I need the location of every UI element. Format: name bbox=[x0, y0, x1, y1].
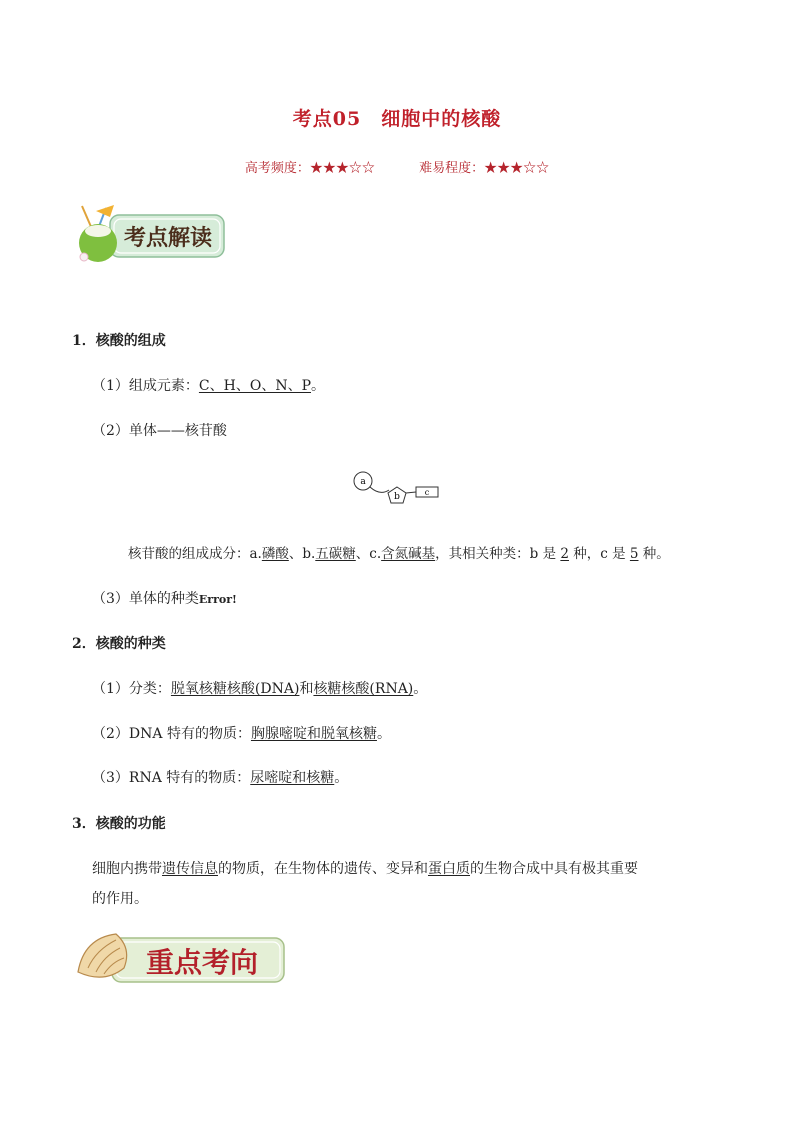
component-base: 含氮碱基 bbox=[381, 546, 436, 562]
para-function-line2: 的作用。 bbox=[92, 891, 148, 907]
difficulty-meta bbox=[0, 157, 794, 176]
frequency-label: 高考频度： bbox=[244, 161, 310, 176]
heading-function: 3．核酸的功能 bbox=[72, 816, 166, 832]
difficulty-stars: ★★★☆☆ bbox=[484, 161, 550, 176]
banner-label-focus: 重点考向 bbox=[145, 946, 259, 979]
diagram-label-b: b bbox=[394, 492, 400, 502]
section-banner-focus bbox=[74, 928, 288, 992]
dna-name: 脱氧核糖核酸(DNA) bbox=[170, 681, 300, 697]
diagram-label-a: a bbox=[360, 477, 366, 487]
seashell-icon bbox=[78, 934, 127, 977]
para-rna-specific: （3）RNA 特有的物质：尿嘧啶和核糖。 bbox=[92, 770, 349, 786]
para-elements: （1）组成元素：C、H、O、N、P。 bbox=[92, 378, 325, 394]
nucleotide-diagram bbox=[350, 470, 444, 508]
para-components: 核苷酸的组成成分：a.磷酸、b.五碳糖、c.含氮碱基，其相关种类：b 是 2 种，c 是 5 种。 bbox=[128, 546, 670, 562]
error-marker: Error! bbox=[198, 593, 237, 606]
banner-label-interpretation: 考点解读 bbox=[123, 225, 213, 251]
pentose-count: 2 bbox=[560, 546, 569, 562]
component-phosphate: 磷酸 bbox=[261, 546, 289, 562]
elements-label: （1）组成元素： bbox=[92, 378, 199, 394]
component-pentose: 五碳糖 bbox=[315, 546, 356, 562]
rna-name: 核糖核酸(RNA) bbox=[313, 681, 414, 697]
heading-composition: 1．核酸的组成 bbox=[72, 333, 166, 349]
para-monomer: （2）单体——核苷酸 bbox=[92, 423, 227, 439]
difficulty-label: 难易程度： bbox=[419, 161, 485, 176]
protein: 蛋白质 bbox=[428, 861, 470, 877]
rna-specific-value: 尿嘧啶和核糖 bbox=[250, 770, 335, 786]
base-count: 5 bbox=[629, 546, 639, 562]
diagram-label-c: c bbox=[424, 488, 430, 497]
section-banner-interpretation bbox=[70, 203, 228, 267]
genetic-info: 遗传信息 bbox=[162, 861, 218, 877]
para-function: 细胞内携带遗传信息的物质，在生物体的遗传、变异和蛋白质的生物合成中具有极其重要 bbox=[92, 861, 638, 877]
para-classification: （1）分类：脱氧核糖核酸(DNA)和核糖核酸(RNA)。 bbox=[92, 681, 428, 697]
elements-value: C、H、O、N、P bbox=[198, 378, 311, 394]
coconut-icon bbox=[79, 205, 117, 262]
heading-types: 2．核酸的种类 bbox=[72, 636, 166, 652]
page-title: 考点05 细胞中的核酸 bbox=[292, 108, 502, 130]
frequency-stars: ★★★☆☆ bbox=[309, 161, 375, 176]
para-dna-specific: （2）DNA 特有的物质：胸腺嘧啶和脱氧核糖。 bbox=[92, 726, 391, 742]
para-monomer-types: （3）单体的种类Error! bbox=[92, 591, 237, 607]
dna-specific-value: 胸腺嘧啶和脱氧核糖 bbox=[250, 726, 377, 742]
